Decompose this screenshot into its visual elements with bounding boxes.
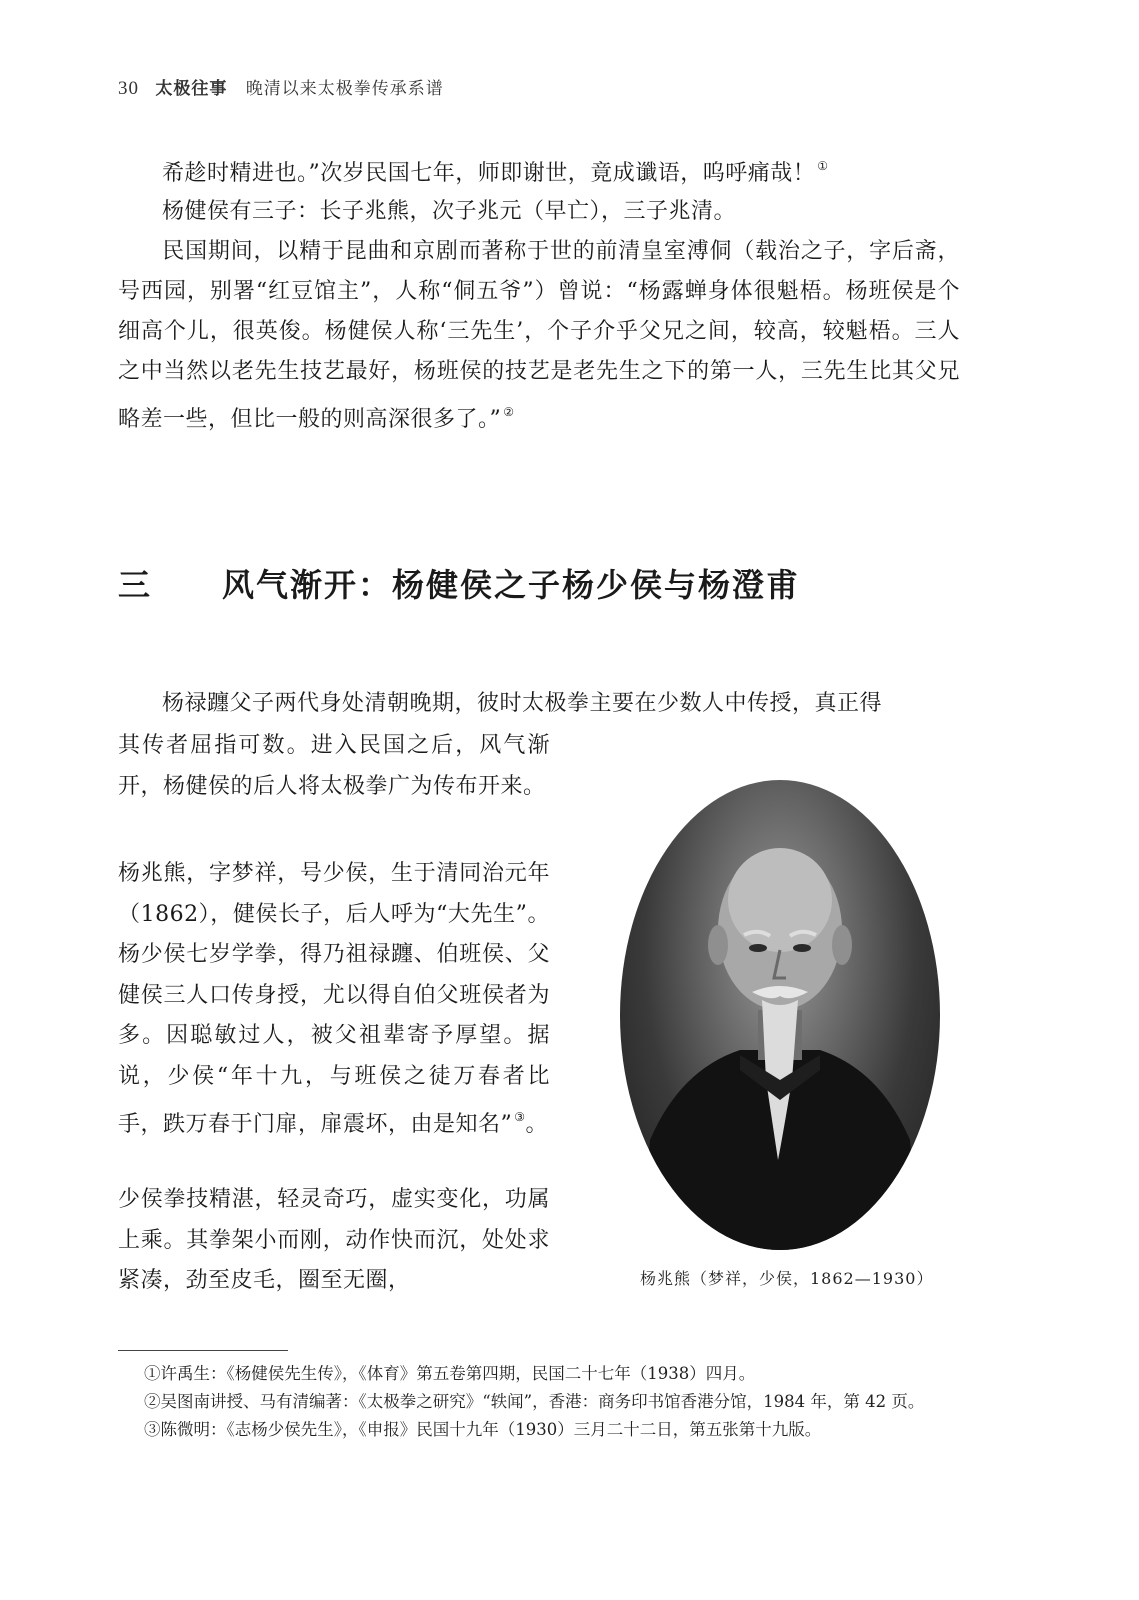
footnote-ref-1[interactable]: ① [817,159,829,173]
paragraph-3-text: 民国期间，以精于昆曲和京剧而著称于世的前清皇室溥侗（载治之子，字后斋，号西园，别署“红豆馆主”，人称“侗五爷”）曾说：“杨露蝉身体很魁梧。杨班侯是个细高个儿，很英俊。杨健侯人称‘三先生’，个子介乎父兄之间，较高，较魁梧。三人之中当然以老先生技艺最好，杨班侯的技艺是老先生之下的第一人，三先生比其父兄略差一些，但比一般的则高深很多了。” [118,239,960,432]
page-number: 30 [118,78,139,99]
section-heading [118,560,968,606]
footnote-divider [118,1350,288,1351]
section-intro-rest: 其传者屈指可数。进入民国之后，风气渐开，杨健侯的后人将太极拳广为传布开来。 [118,733,550,799]
section-title: 风气渐开：杨健侯之子杨少侯与杨澄甫 [222,566,801,604]
portrait-illustration [620,780,940,1250]
paragraph-technique [118,1180,550,1302]
paragraph-2 [118,192,960,232]
paragraph-yang-shaohou [118,854,550,1146]
section-number: 三 [118,566,153,604]
paragraph-technique-text: 少侯拳技精湛，轻灵奇巧，虚实变化，功属上乘。其拳架小而刚，动作快而沉，处处求紧凑，劲至皮毛，圈至无圈， [118,1187,550,1293]
footnotes [118,1360,960,1444]
footnote-2: ②吴图南讲授、马有清编著：《太极拳之研究》“轶闻”，香港：商务印书馆香港分馆，1984 年，第 42 页。 [144,1392,925,1411]
footnote-ref-3[interactable]: ③ [514,1110,526,1124]
book-title: 太极往事 [155,79,228,99]
footnote-3: ③陈微明：《志杨少侯先生》，《申报》民国十九年（1930）三月二十二日，第五张第十九版。 [144,1420,822,1439]
paragraph-tail: 。 [525,1112,549,1137]
portrait-photo [620,780,940,1255]
paragraph-1 [118,146,960,194]
section-intro-first-line [118,684,960,724]
running-header [118,74,444,100]
paragraph-3 [118,232,960,440]
footnote-ref-2[interactable]: ② [503,405,515,419]
portrait-oval [620,780,940,1250]
book-subtitle: 晚清以来太极拳传承系谱 [245,79,444,99]
section-intro-continuation [118,726,550,807]
paragraph-1-text: 希趁时精进也。”次岁民国七年，师即谢世，竟成谶语，呜呼痛哉！ [162,161,816,186]
paragraph-yang-shaohou-text: 杨兆熊，字梦祥，号少侯，生于清同治元年（1862），健侯长子，后人呼为“大先生”。杨少侯七岁学拳，得乃祖禄躔、伯班侯、父健侯三人口传身授，尤以得自伯父班侯者为多。因聪敏过人，被父祖辈寄予厚望。据说，少侯“年十九，与班侯之徒万春者比手，跌万春于门扉，扉震坏，由是知名” [118,861,550,1137]
photo-caption: 杨兆熊（梦祥，少侯，1862—1930） [640,1269,934,1288]
section-intro-line1: 杨禄躔父子两代身处清朝晚期，彼时太极拳主要在少数人中传授，真正得 [162,691,883,716]
footnote-1: ①许禹生：《杨健侯先生传》，《体育》第五卷第四期，民国二十七年（1938）四月。 [144,1364,756,1383]
paragraph-2-text: 杨健侯有三子：长子兆熊，次子兆元（早亡），三子兆清。 [162,199,737,224]
